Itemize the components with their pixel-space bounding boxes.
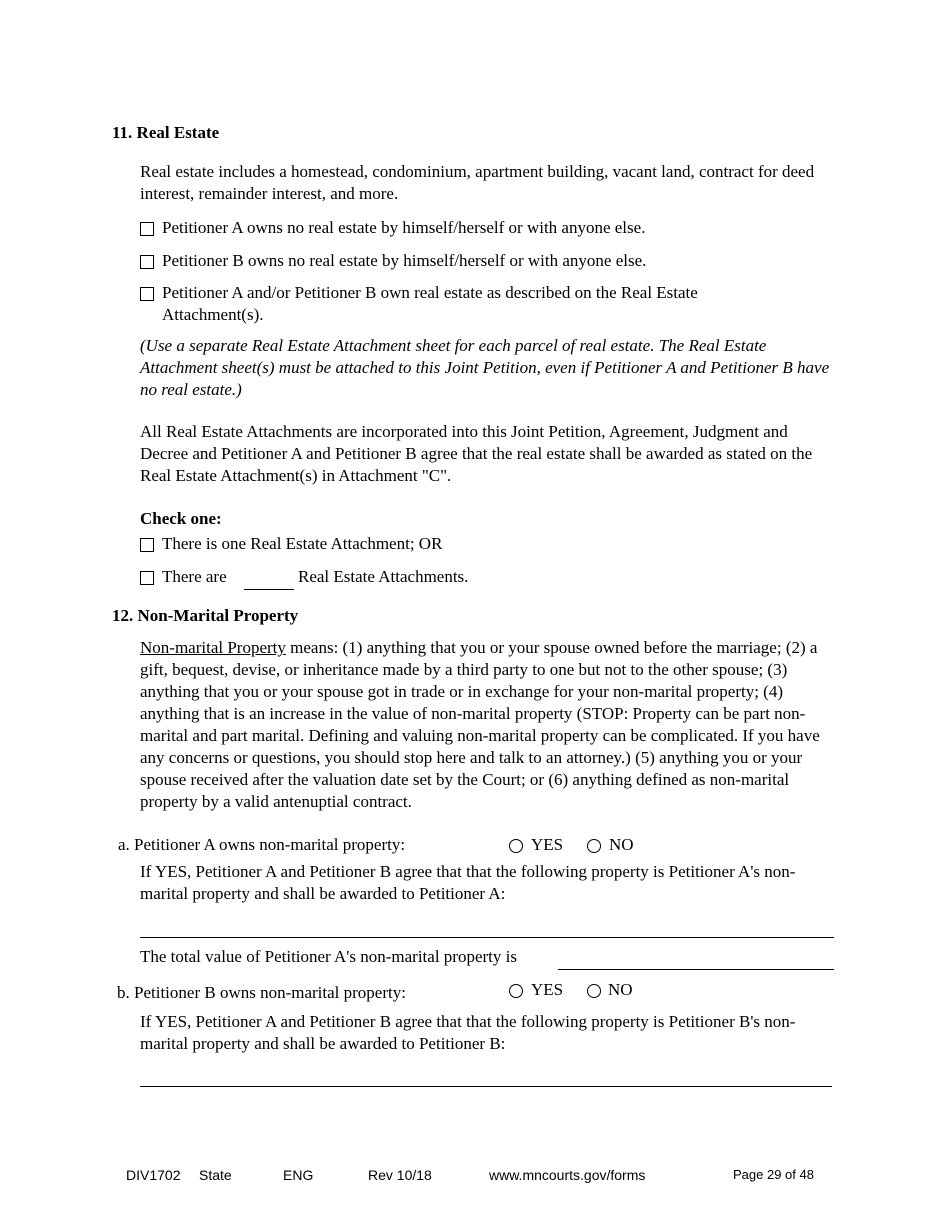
a-property-line[interactable] xyxy=(140,937,834,938)
footer-url[interactable]: www.mncourts.gov/forms xyxy=(489,1167,646,1183)
a-total-value-label: The total value of Petitioner A's non-marital property is xyxy=(140,947,517,966)
petitioner-b-owns-label: b. Petitioner B owns non-marital property: xyxy=(117,983,406,1002)
option-b-no-real-estate: Petitioner B owns no real estate by himself/herself or with anyone else. xyxy=(162,251,647,270)
radio-b-no[interactable] xyxy=(587,984,601,998)
real-estate-incorporated: All Real Estate Attachments are incorporated into this Joint Petition, Agreement, Judgment and Decree and Petitioner A and Petitioner B agree that the real estate shall be awarded as stated on the Real Estate Attachment(s) in Attachment "C". xyxy=(140,422,813,485)
checkbox-b-no-real-estate[interactable] xyxy=(140,255,154,269)
non-marital-term: Non-marital Property xyxy=(140,638,286,657)
section-12-heading: 12. Non-Marital Property xyxy=(112,606,299,625)
footer-form-id: DIV1702 xyxy=(126,1167,181,1183)
radio-a-no[interactable] xyxy=(587,839,601,853)
radio-a-no-label: NO xyxy=(609,835,634,854)
footer-revision: Rev 10/18 xyxy=(368,1167,432,1183)
real-estate-note: (Use a separate Real Estate Attachment sheet for each parcel of real estate. The Real Estate Attachment sheet(s) must be attached to this Joint Petition, even if Petitioner A and Petitioner B have no real estate.) xyxy=(140,336,830,399)
a-if-yes-text: If YES, Petitioner A and Petitioner B agree that that the following property is Petitioner A's non-marital property and shall be awarded to Petitioner A: xyxy=(140,862,796,903)
attachments-suffix: Real Estate Attachments. xyxy=(298,567,469,586)
there-are-label: There are xyxy=(162,567,227,586)
b-if-yes-text: If YES, Petitioner A and Petitioner B agree that that the following property is Petitioner B's non-marital property and shall be awarded to Petitioner B: xyxy=(140,1012,796,1053)
real-estate-intro: Real estate includes a homestead, condominium, apartment building, vacant land, contract for deed interest, remainder interest, and more. xyxy=(140,162,815,203)
checkbox-one-attachment[interactable] xyxy=(140,538,154,552)
non-marital-definition-text: means: (1) anything that you or your spouse owned before the marriage; (2) a gift, bequest, devise, or inheritance made by a third party to one but not to the other spouse; (3) anything that you or your spouse got in trade or in exchange for your non-marital property; (4) anything that is an increase in the value of non-marital property (STOP: Property can be part non-marital and part marital. Defining and valuing non-marital property can be complicated. If you have any concerns or questions, you should stop here and talk to an attorney.) (5) anything you or your spouse received after the valuation date set by the Court; or (6) anything defined as non-marital property by a valid antenuptial contract. xyxy=(140,638,820,811)
radio-b-no-label: NO xyxy=(608,980,633,999)
section-11-heading: 11. Real Estate xyxy=(112,123,220,142)
footer-jurisdiction: State xyxy=(199,1167,232,1183)
petitioner-a-owns-label: a. Petitioner A owns non-marital property: xyxy=(118,835,406,854)
option-one-attachment: There is one Real Estate Attachment; OR xyxy=(162,534,443,553)
radio-b-yes-label: YES xyxy=(531,980,564,999)
checkbox-a-no-real-estate[interactable] xyxy=(140,222,154,236)
a-total-value-field[interactable] xyxy=(558,969,834,970)
checkbox-own-real-estate[interactable] xyxy=(140,287,154,301)
radio-a-yes-label: YES xyxy=(531,835,564,854)
radio-b-yes[interactable] xyxy=(509,984,523,998)
attachment-count-field[interactable] xyxy=(244,589,294,590)
option-own-real-estate: Petitioner A and/or Petitioner B own real estate as described on the Real Estate Attachment(s). xyxy=(162,283,698,324)
radio-a-yes[interactable] xyxy=(509,839,523,853)
check-one-label: Check one: xyxy=(140,509,222,528)
b-property-line[interactable] xyxy=(140,1086,832,1087)
checkbox-multiple-attachments[interactable] xyxy=(140,571,154,585)
footer-language: ENG xyxy=(283,1167,314,1183)
non-marital-definition xyxy=(140,637,840,813)
footer-page-number: Page 29 of 48 xyxy=(733,1167,814,1182)
option-a-no-real-estate: Petitioner A owns no real estate by himself/herself or with anyone else. xyxy=(162,218,646,237)
